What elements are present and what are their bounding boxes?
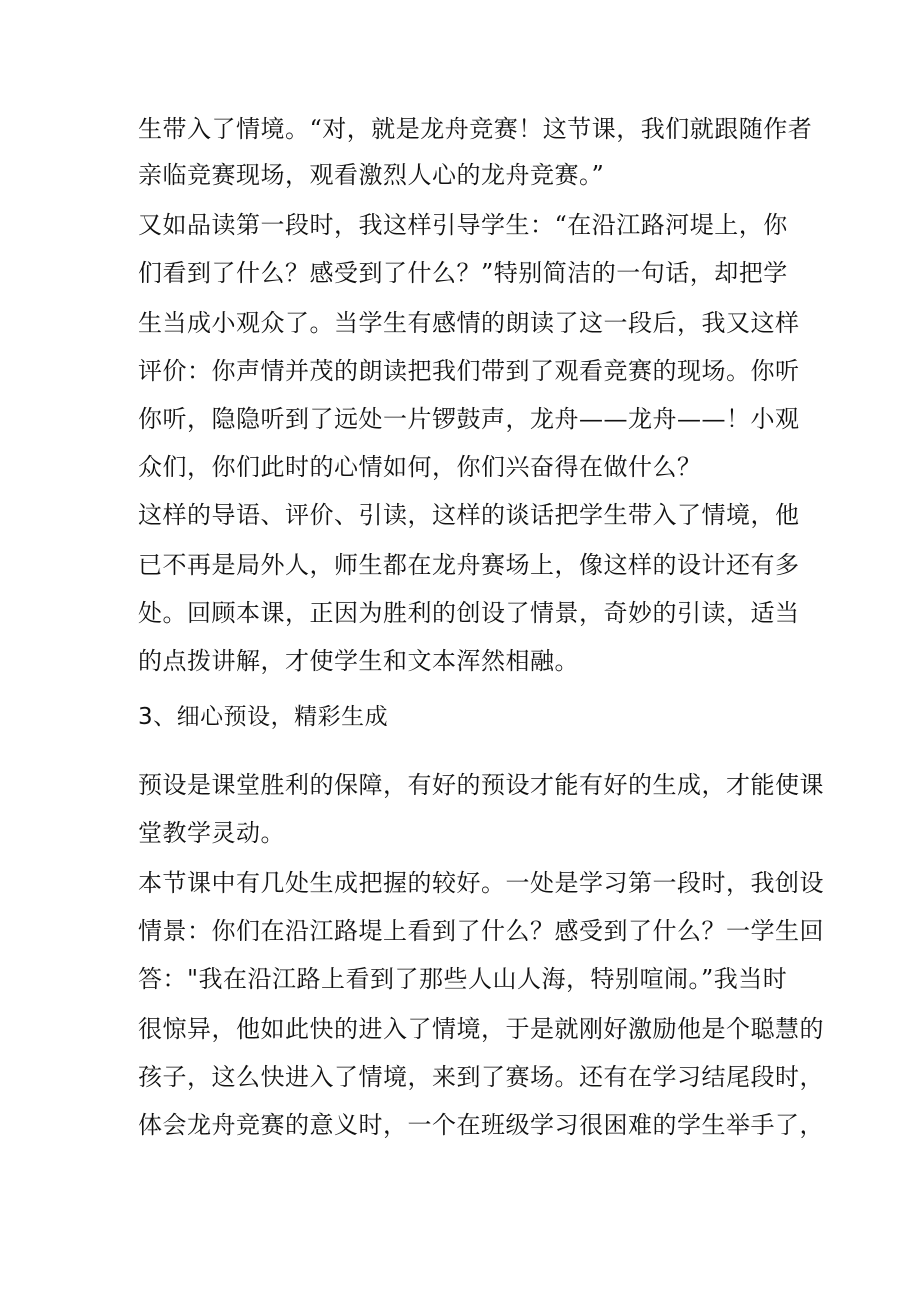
text-line: 答："我在沿江路上看到了那些人山人海，特别喧闹。”我当时 <box>138 965 788 993</box>
text-line: 生当成小观众了。当学生有感情的朗读了这一段后，我又这样 <box>138 309 800 337</box>
text-line: 众们，你们此时的心情如何，你们兴奋得在做什么？ <box>138 453 702 481</box>
text-line: 堂教学灵动。 <box>138 819 285 847</box>
text-line: 的点拨讲解，才使学生和文本浑然相融。 <box>138 647 579 675</box>
text-line: 评价：你声情并茂的朗读把我们带到了观看竞赛的现场。你听 <box>138 357 800 385</box>
text-line: 体会龙舟竞赛的意义时，一个在班级学习很困难的学生举手了， <box>138 1111 824 1139</box>
text-line: 们看到了什么？感受到了什么？”特别简洁的一句话，却把学 <box>138 259 788 287</box>
text-line: 这样的导语、评价、引读，这样的谈话把学生带入了情境，他 <box>138 501 800 529</box>
text-line: 又如品读第一段时，我这样引导学生：“在沿江路河堤上，你 <box>138 211 788 239</box>
text-line: 生带入了情境。“对，就是龙舟竞赛！这节课，我们就跟随作者 <box>138 115 813 143</box>
text-line: 孩子，这么快进入了情境，来到了赛场。还有在学习结尾段时， <box>138 1063 824 1091</box>
text-line: 亲临竞赛现场，观看激烈人心的龙舟竞赛。” <box>138 161 605 189</box>
text-line: 处。回顾本课，正因为胜利的创设了情景，奇妙的引读，适当 <box>138 599 800 627</box>
text-line: 本节课中有几处生成把握的较好。一处是学习第一段时，我创设 <box>138 869 824 897</box>
text-line: 预设是课堂胜利的保障，有好的预设才能有好的生成，才能使课 <box>138 771 824 799</box>
text-line: 很惊异，他如此快的进入了情境，于是就刚好激励他是个聪慧的 <box>138 1015 824 1043</box>
text-line: 已不再是局外人，师生都在龙舟赛场上，像这样的设计还有多 <box>138 551 800 579</box>
section-heading: 3、细心预设，精彩生成 <box>138 704 389 730</box>
text-line: 你听，隐隐听到了远处一片锣鼓声，龙舟——龙舟——！小观 <box>138 405 800 433</box>
text-line: 情景：你们在沿江路堤上看到了什么？感受到了什么？一学生回 <box>138 917 824 945</box>
